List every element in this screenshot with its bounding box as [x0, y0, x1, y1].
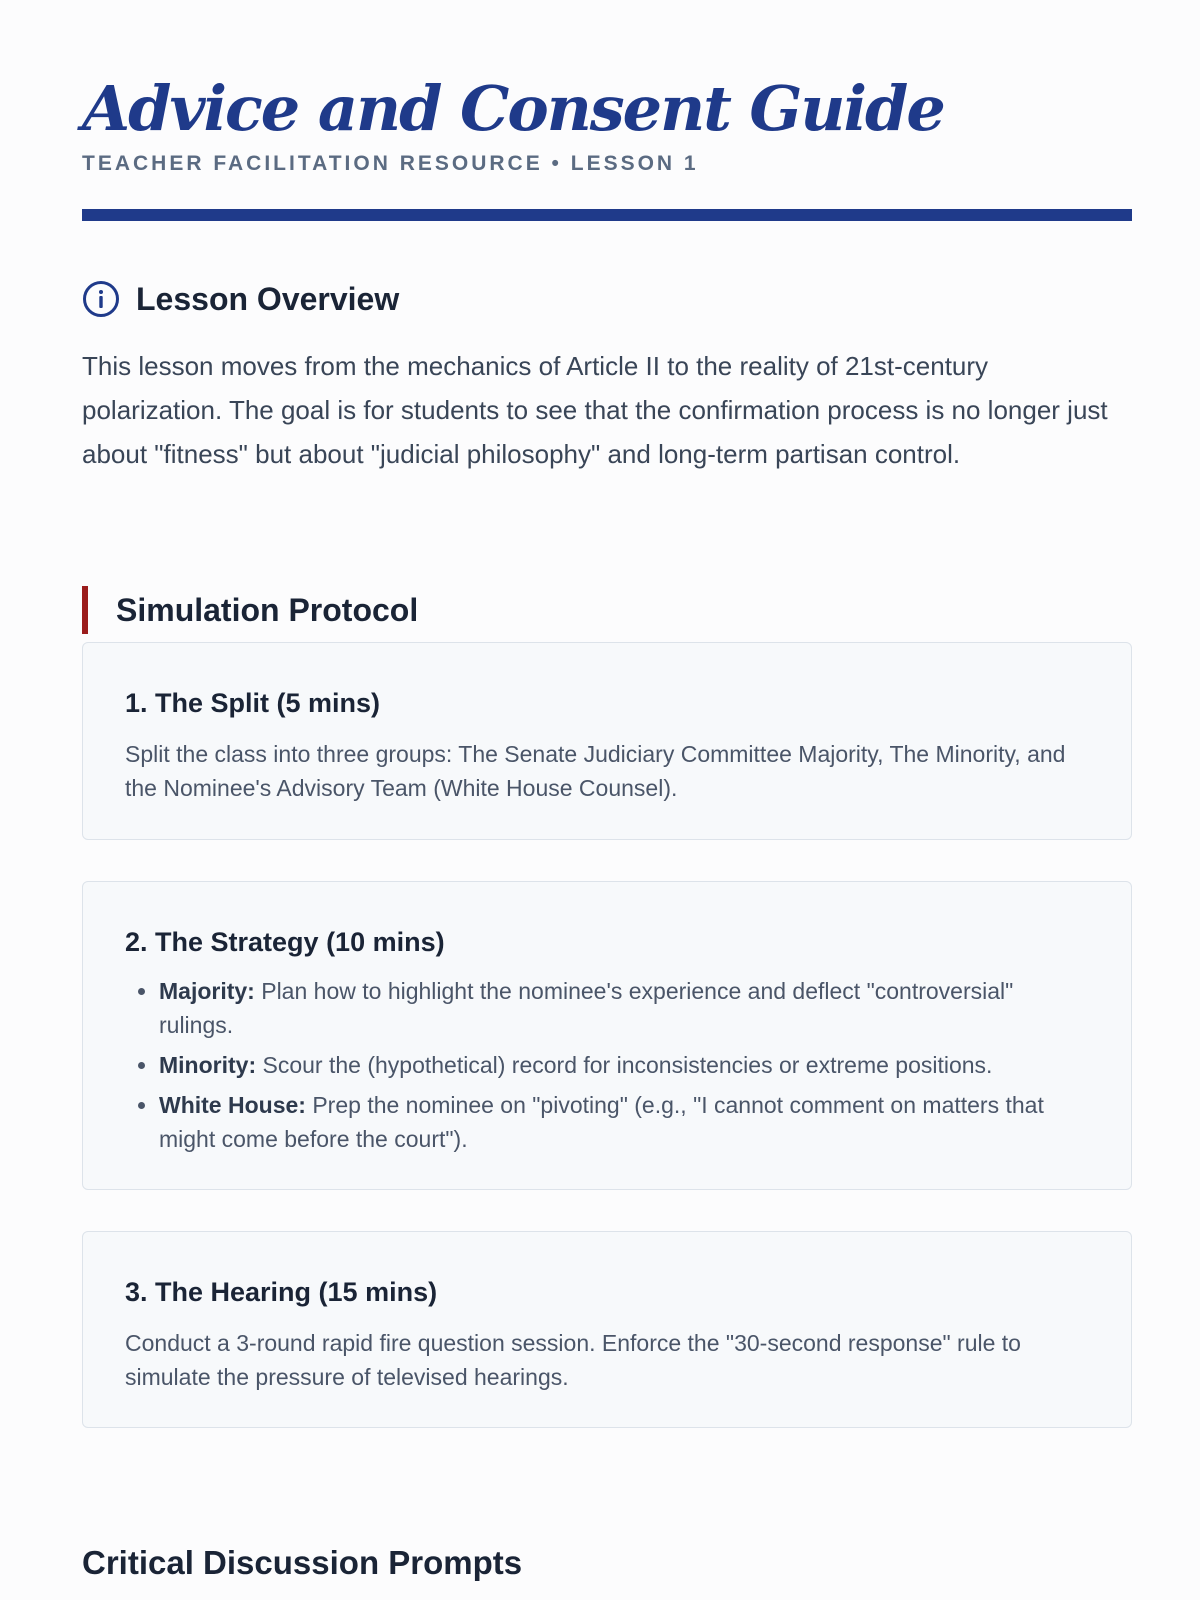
list-item [159, 1048, 1089, 1082]
step-title: 1. The Split (5 mins) [125, 688, 381, 718]
step-title: 3. The Hearing (15 mins) [125, 1277, 438, 1307]
document-title: Advice and Consent Guide [82, 72, 944, 145]
step-card-split [82, 642, 1132, 840]
step-title: 2. The Strategy (10 mins) [125, 927, 445, 957]
title-divider [82, 209, 1132, 221]
list-item-text: Prep the nominee on "pivoting" (e.g., "I cannot comment on matters that might come before the court"). [159, 1092, 1044, 1152]
lesson-overview-heading: Lesson Overview [136, 280, 400, 317]
list-item [159, 974, 1089, 1042]
section-accent-bar [82, 586, 88, 634]
lesson-overview-header [82, 280, 399, 318]
discussion-prompts-heading: Critical Discussion Prompts [82, 1544, 523, 1581]
simulation-protocol-heading: Simulation Protocol [116, 591, 419, 628]
strategy-list [125, 974, 1089, 1156]
list-item-text: Scour the (hypothetical) record for inconsistencies or extreme positions. [262, 1052, 993, 1078]
list-item-label: Minority: [159, 1052, 257, 1078]
step-text: Split the class into three groups: The Senate Judiciary Committee Majority, The Minority, and the Nominee's Advisory Team (White House Counsel). [125, 741, 1066, 801]
list-item-text: Plan how to highlight the nominee's experience and deflect "controversial" rulings. [159, 978, 1014, 1038]
lesson-overview-text: This lesson moves from the mechanics of Article II to the reality of 21st-century polarization. The goal is for students to see that the confirmation process is no longer just about "fitness" but about "judicial philosophy" and long-term partisan control. [82, 351, 1108, 469]
step-card-hearing [82, 1231, 1132, 1428]
step-card-strategy [82, 881, 1132, 1190]
step-text: Conduct a 3-round rapid fire question session. Enforce the "30-second response" rule to simulate the pressure of televised hearings. [125, 1330, 1021, 1390]
list-item-label: Majority: [159, 978, 255, 1004]
info-icon [82, 280, 120, 318]
simulation-protocol-header [82, 586, 418, 634]
list-item-label: White House: [159, 1092, 306, 1118]
list-item [159, 1088, 1089, 1156]
document-subtitle: TEACHER FACILITATION RESOURCE • LESSON 1 [82, 152, 699, 175]
